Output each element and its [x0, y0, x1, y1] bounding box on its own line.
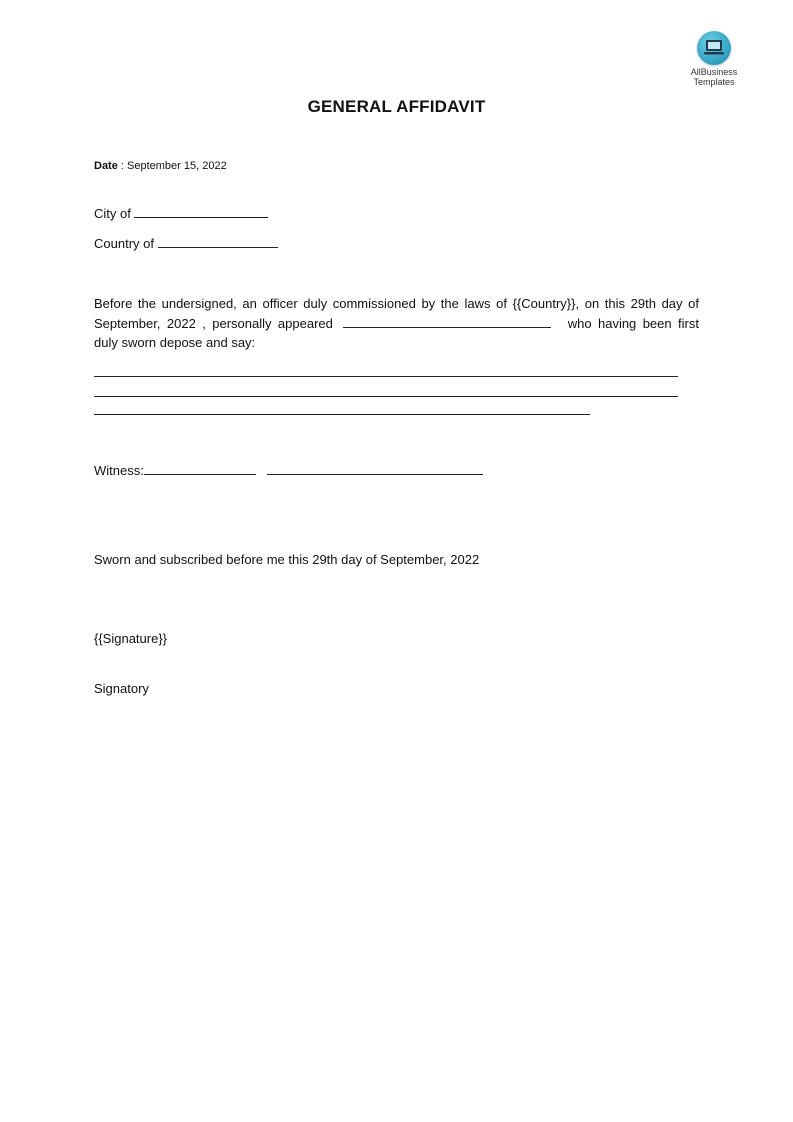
city-line: [94, 205, 268, 221]
witness-name-blank[interactable]: [144, 462, 256, 475]
logo-text-line2: Templates: [693, 77, 735, 87]
date-separator: :: [117, 160, 128, 172]
witness-label: Witness:: [94, 463, 144, 478]
country-label: Country of: [94, 236, 154, 251]
city-blank[interactable]: [134, 205, 268, 218]
statement-line-1[interactable]: [94, 376, 678, 377]
statement-line-2[interactable]: [94, 396, 678, 397]
laptop-icon: [697, 31, 731, 65]
country-line: [94, 235, 278, 251]
logo-text-line1: AllBusiness: [690, 67, 738, 77]
brand-logo: [681, 31, 747, 87]
document-title: GENERAL AFFIDAVIT: [307, 97, 486, 116]
signatory-label: Signatory: [94, 681, 149, 696]
date-label: Date: [94, 160, 118, 172]
date-value: September 15, 2022: [127, 160, 227, 172]
signature-placeholder: {{Signature}}: [94, 631, 168, 646]
witness-signature-blank[interactable]: [267, 462, 483, 475]
date-line: [94, 160, 227, 172]
sworn-statement: Sworn and subscribed before me this 29th day of September, 2022: [94, 552, 480, 567]
paragraph-part1: Before the undersigned, an officer duly commissioned by the laws of {{Country}}, on this 29th day of September, 2022 , personally appeared: [94, 296, 699, 331]
witness-line: [94, 462, 483, 478]
city-label: City of: [94, 206, 131, 221]
affidavit-paragraph: [94, 294, 699, 353]
paragraph-part2: who having been first duly sworn depose and say:: [94, 315, 699, 350]
appeared-name-blank[interactable]: [343, 315, 551, 328]
country-blank[interactable]: [158, 235, 278, 248]
statement-line-3[interactable]: [94, 414, 590, 415]
